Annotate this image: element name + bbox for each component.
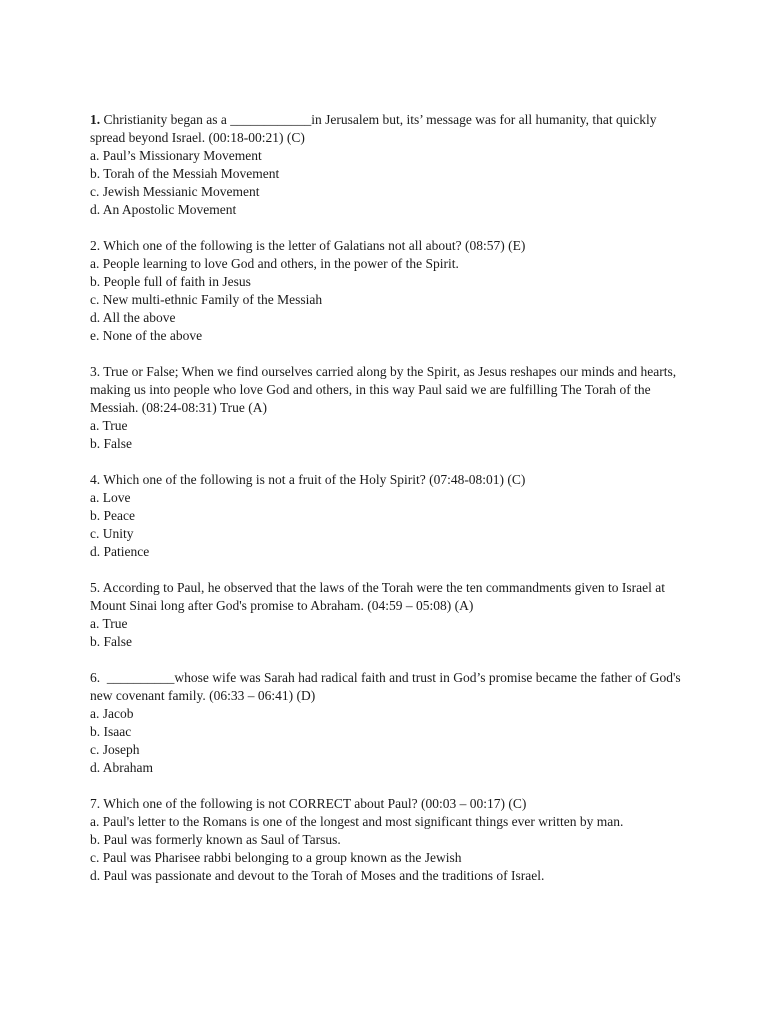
answer-option: a. Paul’s Missionary Movement xyxy=(90,148,262,163)
question-body: __________whose wife was Sarah had radical faith and trust in God’s promise became the father of God's new covenant family. (06:33 – 06:41) (D) xyxy=(90,670,685,703)
answer-option: c. Joseph xyxy=(90,742,140,757)
question-text xyxy=(90,111,690,147)
answer-option: a. Love xyxy=(90,490,131,505)
question-text xyxy=(90,363,690,417)
question-body: Which one of the following is not CORRECT about Paul? (00:03 – 00:17) (C) xyxy=(100,796,527,811)
answer-option: d. An Apostolic Movement xyxy=(90,202,237,217)
question-body: According to Paul, he observed that the laws of the Torah were the ten commandments given to Israel at Mount Sinai long after God's promise to Abraham. (04:59 – 05:08) (A) xyxy=(90,580,669,613)
answer-option: b. Isaac xyxy=(90,724,132,739)
answer-option: b. Torah of the Messiah Movement xyxy=(90,166,280,181)
question-number: 2. xyxy=(90,238,101,253)
question-number: 6. xyxy=(90,670,101,685)
question-number: 1. xyxy=(90,112,101,127)
question-number: 4. xyxy=(90,472,101,487)
answer-option: a. Jacob xyxy=(90,706,134,721)
answer-option: a. True xyxy=(90,616,128,631)
answer-option: b. People full of faith in Jesus xyxy=(90,274,251,289)
question-number: 3. xyxy=(90,364,101,379)
answer-option: d. Patience xyxy=(90,544,150,559)
question-text xyxy=(90,795,690,813)
question-4 xyxy=(90,471,690,561)
question-body: Which one of the following is not a fruit of the Holy Spirit? (07:48-08:01) (C) xyxy=(100,472,526,487)
answer-option: c. Unity xyxy=(90,526,134,541)
question-5 xyxy=(90,579,690,651)
answer-option: d. Abraham xyxy=(90,760,153,775)
question-text xyxy=(90,471,690,489)
question-body: True or False; When we find ourselves carried along by the Spirit, as Jesus reshapes our minds and hearts, making us into people who love God and others, in this way Paul said we are fulfilling The Torah of the Messiah. (08:24-08:31) True (A) xyxy=(90,364,680,415)
question-3 xyxy=(90,363,690,453)
question-6 xyxy=(90,669,690,777)
answer-option: b. Peace xyxy=(90,508,135,523)
answer-option: e. None of the above xyxy=(90,328,203,343)
answer-option: c. New multi-ethnic Family of the Messiah xyxy=(90,292,323,307)
question-number: 5. xyxy=(90,580,101,595)
answer-option: b. False xyxy=(90,634,132,649)
question-body: Which one of the following is the letter of Galatians not all about? (08:57) (E) xyxy=(100,238,526,253)
question-text xyxy=(90,237,690,255)
answer-option: b. Paul was formerly known as Saul of Tarsus. xyxy=(90,832,341,847)
answer-option: d. Paul was passionate and devout to the Torah of Moses and the traditions of Israel. xyxy=(90,868,545,883)
answer-option: a. People learning to love God and others, in the power of the Spirit. xyxy=(90,256,459,271)
answer-option: a. True xyxy=(90,418,128,433)
answer-option: b. False xyxy=(90,436,132,451)
answer-option: a. Paul's letter to the Romans is one of the longest and most significant things ever written by man. xyxy=(90,814,624,829)
quiz-content xyxy=(90,111,690,903)
question-body: Christianity began as a ____________in Jerusalem but, its’ message was for all humanity, that quickly spread beyond Israel. (00:18-00:21) (C) xyxy=(90,112,660,145)
answer-option: c. Paul was Pharisee rabbi belonging to a group known as the Jewish xyxy=(90,850,462,865)
answer-option: c. Jewish Messianic Movement xyxy=(90,184,260,199)
question-7 xyxy=(90,795,690,885)
question-text xyxy=(90,669,690,705)
question-text xyxy=(90,579,690,615)
question-2 xyxy=(90,237,690,345)
question-1 xyxy=(90,111,690,219)
answer-option: d. All the above xyxy=(90,310,176,325)
question-number: 7. xyxy=(90,796,101,811)
